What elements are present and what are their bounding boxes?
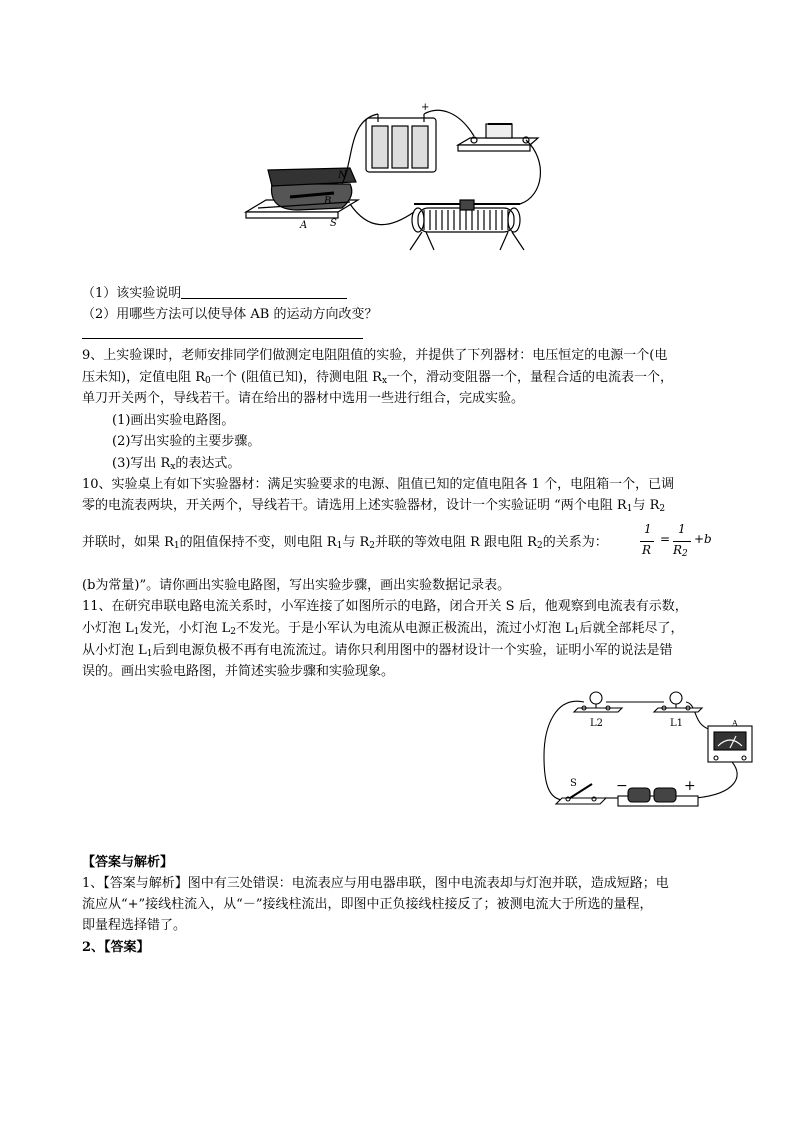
formula-den1: R <box>642 543 652 557</box>
answer1-line1: 1、【答案与解析】图中有三处错误：电流表应与用电器串联，图中电流表却与灯泡并联，造成短路；电 <box>82 876 669 891</box>
magnet-n-label: N <box>338 170 347 181</box>
q8-apparatus-figure <box>238 100 548 265</box>
answer1-line3: 即量程选择错了。 <box>82 918 187 933</box>
q8-part1-text: （1）该实验说明 <box>82 286 182 301</box>
switch-s-label: S <box>570 778 577 789</box>
q8-answer-line[interactable] <box>82 338 363 339</box>
q9-sub3: (3)写出 $R_x$的表达式。 <box>112 456 241 472</box>
lamp-l1-label: L1 <box>670 718 684 729</box>
answer2-label: 2、【答案】 <box>82 940 150 955</box>
formula-den2: $R_2$ <box>673 543 688 559</box>
q8-answer-blank[interactable] <box>181 286 347 299</box>
q10-line1: 10、实验桌上有如下实验器材：满足实验要求的电源、阻值已知的定值电阻各 1 个，电阻箱一个，已调 <box>82 477 675 492</box>
conductor-b-label: B <box>324 196 332 207</box>
q10-line4: (b为常量)”。请你画出实验电路图，写出实验步骤，画出实验数据记录表。 <box>82 578 511 593</box>
q10-line3: 并联时，如果 $R_1$的阻值保持不变，则电阻 $R_1$与 $R_2$并联的等效电阻 R 跟电阻 $R_2$的关系为： <box>82 535 608 551</box>
formula-plus-b: +b <box>694 532 712 546</box>
magnet-s-label: S <box>330 218 337 229</box>
answers-header: 【答案与解析】 <box>82 855 174 870</box>
q9-line3: 单刀开关两个，导线若干。请在给出的器材中选用一些进行组合，完成实验。 <box>82 391 525 406</box>
q9-line1: 9、上实验课时，老师安排同学们做测定电阻阻值的实验，并提供了下列器材：电压恒定的电源一个(电 <box>82 348 668 363</box>
conductor-a-label: A <box>300 220 308 231</box>
q10-line2: 零的电流表两块，开关两个，导线若干。请选用上述实验器材，设计一个实验证明 “两个电阻 $R_1$与 $R_2$ <box>82 498 666 514</box>
battery-plus-label: + <box>421 102 430 113</box>
q9-sub2: (2)写出实验的主要步骤。 <box>112 434 261 449</box>
q11-circuit-figure <box>536 686 762 816</box>
q9-line2: 压未知)，定值电阻 $R_0$一个 (阻值已知)，待测电阻 $R_x$一个，滑动变阻器一个，量程合适的电流表一个， <box>82 370 674 386</box>
q9-sub1: (1)画出实验电路图。 <box>112 413 235 428</box>
q11-line2: 小灯泡 $L_1$发光，小灯泡 $L_2$不发光。于是小军认为电流从电源正极流出，流过小灯泡 $L_1$后就全部耗尽了， <box>82 621 684 637</box>
q10-formula <box>640 522 720 564</box>
q8-part1 <box>82 286 347 302</box>
q11-line1: 11、在研究串联电路电流关系时，小军连接了如图所示的电路，闭合开关 S 后，他观察到电流表有示数， <box>82 599 688 614</box>
formula-equals: = <box>660 532 671 546</box>
formula-num1: 1 <box>644 522 652 536</box>
q8-part2: （2）用哪些方法可以使导体 AB 的运动方向改变？ <box>82 307 378 322</box>
battery-plus-label: + <box>684 778 696 794</box>
lamp-l2-label: L2 <box>590 718 604 729</box>
ammeter-label: A <box>732 719 738 728</box>
battery-minus-label: − <box>616 778 628 794</box>
formula-num2: 1 <box>678 522 686 536</box>
answer1-line2: 流应从“+”接线柱流入，从“－”接线柱流出，即图中正负接线柱接反了；被测电流大于所选的量程， <box>82 897 653 912</box>
q11-line4: 误的。画出实验电路图，并简述实验步骤和实验现象。 <box>82 664 395 679</box>
q11-line3: 从小灯泡 $L_1$后到电源负极不再有电流流过。请你只利用图中的器材设计一个实验，证明小军的说法是错 <box>82 643 673 659</box>
